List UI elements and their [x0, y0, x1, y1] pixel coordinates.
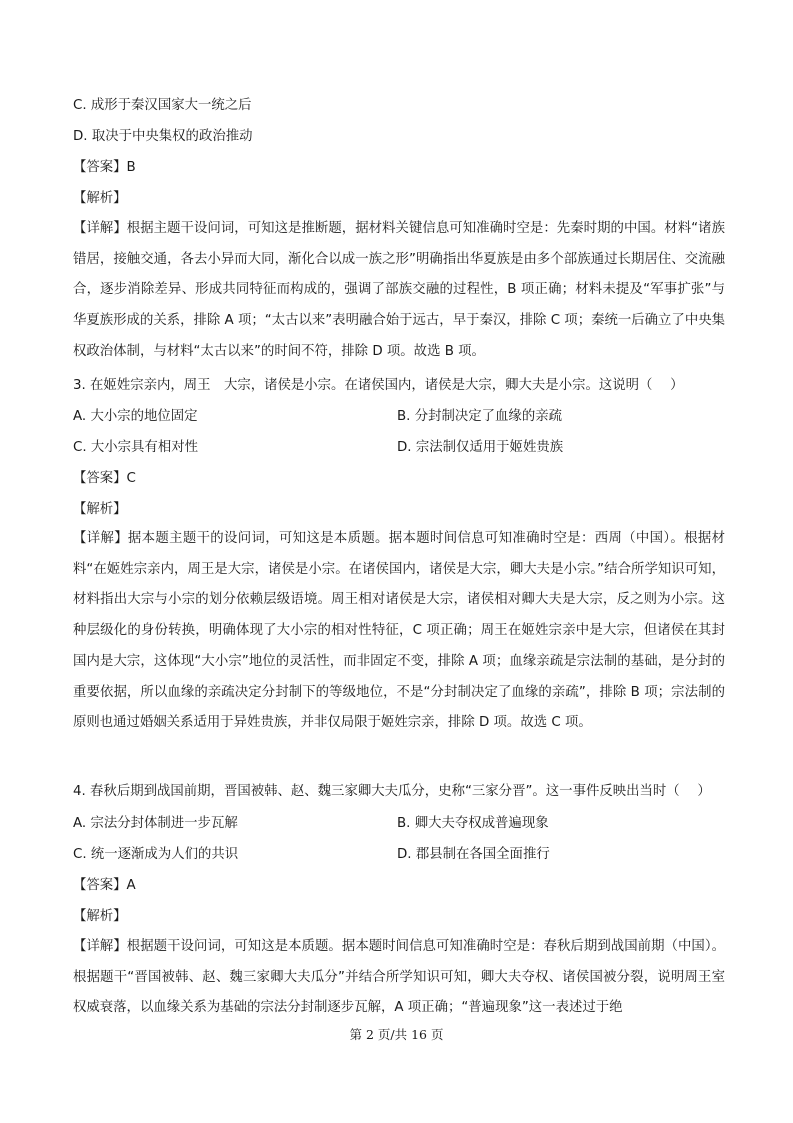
question-3-detail: 【详解】据本题主题干的设问词，可知这是本质题。据本题时间信息可知准确时空是：西周（中国）。根据材料“在姬姓宗亲内，周王是大宗，诸侯是小宗。在诸侯国内，诸侯是大宗，卿大夫是小宗。”结合所学知识可知，材料指出大宗与小宗的划分依赖层级语境。周王相对诸侯是大宗，诸侯相对卿大夫是大宗，反之则为小宗。这种层级化的身份转换，明确体现了大小宗的相对性特征，C 项正确；周王在姬姓宗亲中是大宗，但诸侯在其封国内是大宗，这体现“大小宗”地位的灵活性，而非固定不变，排除 A 项；血缘亲疏是宗法制的基础，是分封的重要依据，所以血缘的亲疏决定分封制下的等级地位，不是“分封制决定了血缘的亲疏”，排除 B 项；宗法制的原则也通过婚姻关系适用于异姓贵族，并非仅局限于姬姓宗亲，排除 D 项。故选 C 项。 [73, 531, 725, 731]
question-4-option-b: B. 卿大夫夺权成普遍现象 [397, 816, 549, 831]
question-4-detail: 【详解】根据题干设问词，可知这是本质题。据本题时间信息可知准确时空是：春秋后期到战国前期（中国）。根据题干“晋国被韩、赵、魏三家卿大夫瓜分”并结合所学知识可知，卿大夫夺权、诸侯国被分裂，说明周王室权威衰落，以血缘关系为基础的宗法分封制逐步瓦解，A 项正确；“普遍现象”这一表述过于绝 [73, 939, 725, 1016]
question-3-option-b: B. 分封制决定了血缘的亲疏 [397, 409, 562, 424]
question-3-answer: 【答案】C [73, 471, 136, 486]
question-2-detail: 【详解】根据主题干设问词，可知这是推断题，据材料关键信息可知准确时空是：先秦时期的中国。材料“诸族错居，接触交通，各去小异而大同，渐化合以成一族之形”明确指出华夏族是由多个部族通过长期居住、交流融合，逐步消除差异、形成共同特征而构成的，强调了部族交融的过程性，B 项正确；材料未提及“军事扩张”与华夏族形成的关系，排除 A 项；“太古以来”表明融合始于远古，早于秦汉，排除 C 项；秦统一后确立了中央集权政治体制，与材料“太古以来”的时间不符，排除 D 项。故选 B 项。 [73, 221, 725, 359]
question-4-answer: 【答案】A [73, 878, 136, 893]
page-number-footer: 第 2 页/共 16 页 [349, 1027, 444, 1042]
question-3-analysis-label: 【解析】 [73, 502, 127, 517]
question-4-stem: 4. 春秋后期到战国前期，晋国被韩、赵、魏三家卿大夫瓜分，史称“三家分晋”。这一事件反映出当时（ ） [73, 784, 711, 799]
question-4-option-c: C. 统一逐渐成为人们的共识 [73, 847, 239, 862]
question-3-stem: 3. 在姬姓宗亲内，周王 大宗，诸侯是小宗。在诸侯国内，诸侯是大宗，卿大夫是小宗。这说明（ ） [73, 378, 684, 393]
question-3-option-c: C. 大小宗具有相对性 [73, 440, 198, 455]
question-4-analysis-label: 【解析】 [73, 909, 127, 924]
question-2-analysis-label: 【解析】 [73, 191, 127, 206]
question-2-option-c: C. 成形于秦汉国家大一统之后 [73, 98, 252, 113]
question-3-option-a: A. 大小宗的地位固定 [73, 409, 198, 424]
question-4-option-a: A. 宗法分封体制进一步瓦解 [73, 816, 238, 831]
question-4-option-d: D. 郡县制在各国全面推行 [397, 847, 550, 862]
question-2-option-d: D. 取决于中央集权的政治推动 [73, 129, 253, 144]
question-2-answer: 【答案】B [73, 160, 136, 175]
question-3-option-d: D. 宗法制仅适用于姬姓贵族 [397, 440, 564, 455]
